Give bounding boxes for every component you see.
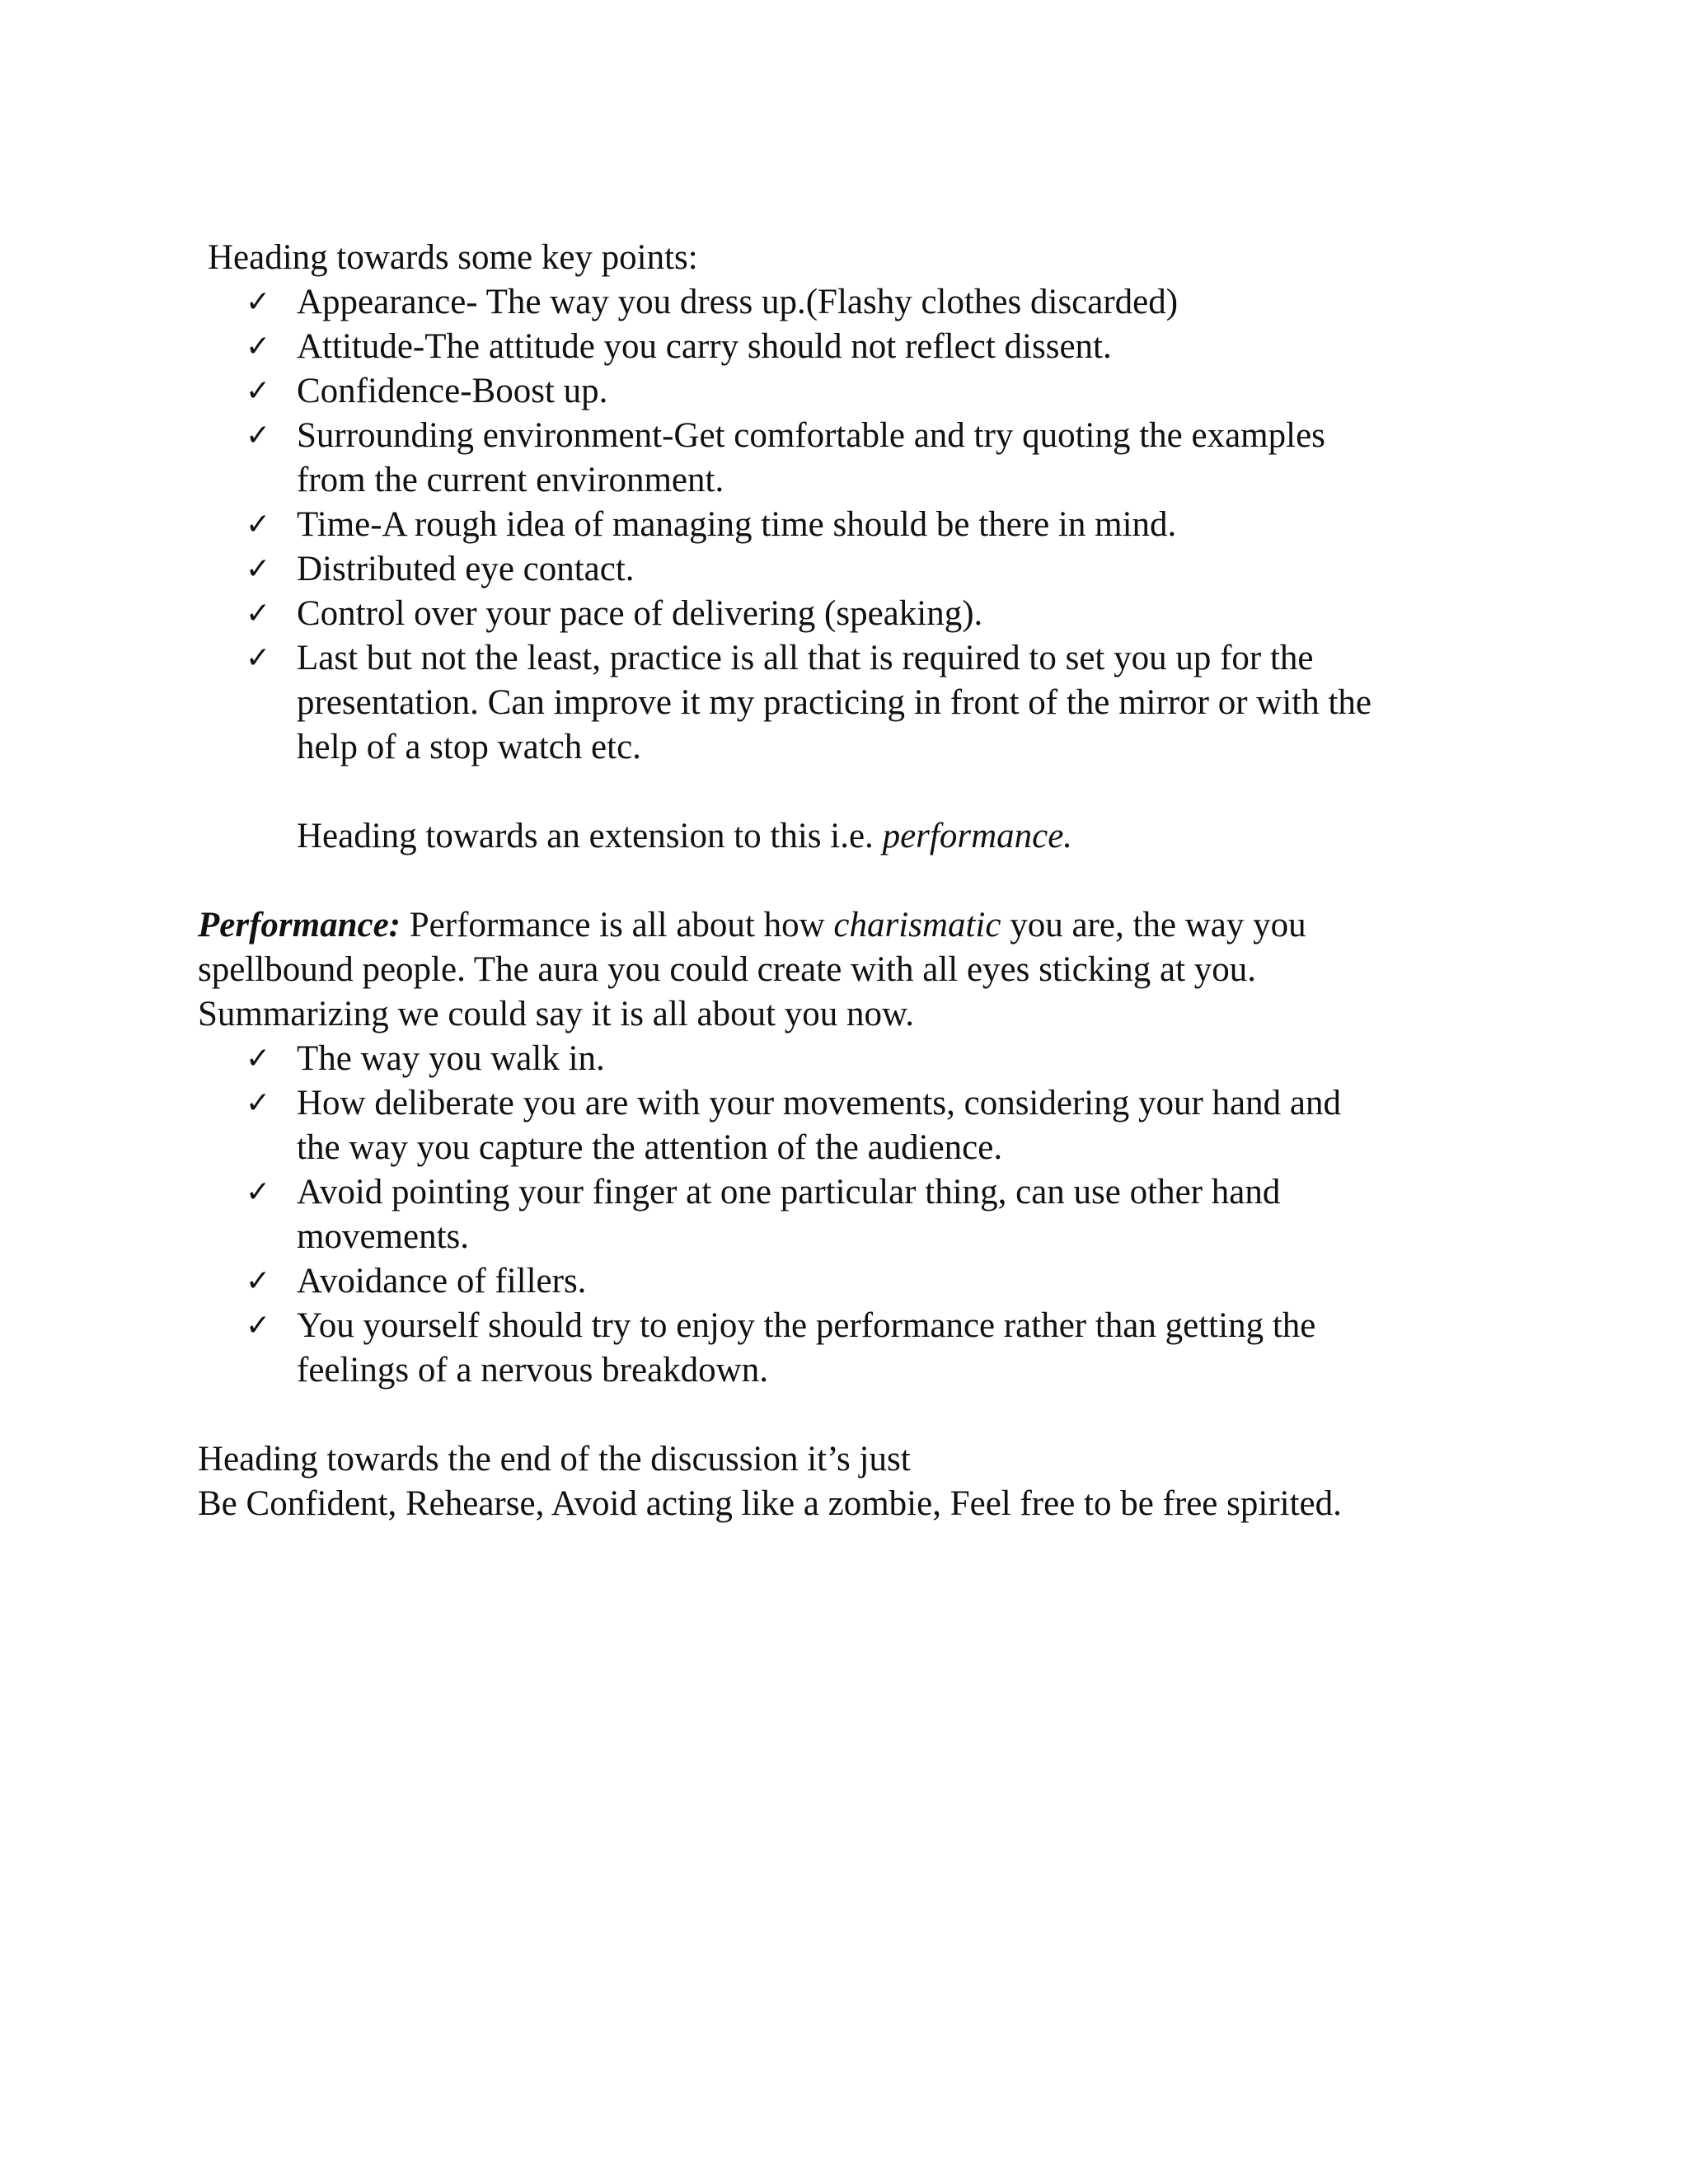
- check-mark-icon: ✓: [246, 508, 271, 541]
- list-item: [198, 503, 1484, 547]
- list-item: [198, 1170, 1484, 1259]
- performance-points-list: [198, 1037, 1484, 1393]
- list-item-text: movements.: [297, 1217, 469, 1256]
- list-item-text: Control over your pace of delivering (speaking).: [297, 594, 983, 633]
- performance-paragraph-line: spellbound people. The aura you could create with all eyes sticking at you.: [198, 950, 1257, 989]
- list-item: [198, 1081, 1484, 1170]
- list-item-text: Appearance- The way you dress up.(Flashy clothes discarded): [297, 283, 1179, 321]
- check-mark-icon: ✓: [246, 1175, 271, 1209]
- intro-text: Heading towards some key points:: [208, 238, 698, 277]
- list-item-text: Distributed eye contact.: [297, 550, 635, 588]
- list-item-text: How deliberate you are with your movements, considering your hand and: [297, 1084, 1341, 1122]
- check-mark-icon: ✓: [246, 1309, 271, 1343]
- check-mark-icon: ✓: [246, 1264, 271, 1298]
- performance-italic-word: charismatic: [833, 906, 1001, 944]
- list-item-text: the way you capture the attention of the audience.: [297, 1128, 1003, 1167]
- list-item-text: help of a stop watch etc.: [297, 728, 641, 766]
- list-item-text: feelings of a nervous breakdown.: [297, 1351, 768, 1390]
- spacer: [198, 859, 1484, 903]
- list-item-text: The way you walk in.: [297, 1039, 605, 1078]
- performance-paragraph-line: [198, 903, 1484, 948]
- list-item: [198, 369, 1484, 414]
- list-item-text: Confidence-Boost up.: [297, 372, 608, 410]
- list-item-text: Time-A rough idea of managing time should be there in mind.: [297, 505, 1177, 544]
- list-item: [198, 414, 1484, 503]
- performance-text: Performance is all about how: [401, 906, 834, 944]
- check-mark-icon: ✓: [246, 552, 271, 586]
- spacer: [198, 770, 1484, 814]
- list-item-text: You yourself should try to enjoy the performance rather than getting the: [297, 1306, 1316, 1345]
- list-item: [198, 1037, 1484, 1081]
- list-item-text: Avoid pointing your finger at one particular thing, can use other hand: [297, 1173, 1281, 1212]
- list-item-text: presentation. Can improve it my practicing in front of the mirror or with the: [297, 683, 1372, 722]
- extension-italic-word: performance.: [882, 817, 1073, 855]
- list-item-text: Last but not the least, practice is all that is required to set you up for the: [297, 639, 1314, 677]
- list-item: [198, 1259, 1484, 1304]
- check-mark-icon: ✓: [246, 330, 271, 363]
- extension-text: Heading towards an extension to this i.e.: [297, 817, 883, 855]
- list-item: [198, 592, 1484, 636]
- list-item: [198, 547, 1484, 592]
- document-body: [198, 236, 1484, 1526]
- list-item: [198, 280, 1484, 325]
- check-mark-icon: ✓: [246, 419, 271, 452]
- check-mark-icon: ✓: [246, 374, 271, 408]
- list-item: [198, 325, 1484, 369]
- list-item: [198, 1304, 1484, 1393]
- spacer: [198, 1393, 1484, 1437]
- closing-line: Be Confident, Rehearse, Avoid acting like a zombie, Feel free to be free spirited.: [198, 1484, 1342, 1523]
- check-mark-icon: ✓: [246, 1042, 271, 1076]
- extension-paragraph: [198, 814, 1484, 859]
- check-mark-icon: ✓: [246, 597, 271, 630]
- list-item-text: Avoidance of fillers.: [297, 1262, 587, 1301]
- key-points-list: [198, 280, 1484, 770]
- list-item-text: Surrounding environment-Get comfortable and try quoting the examples: [297, 416, 1325, 455]
- check-mark-icon: ✓: [246, 641, 271, 675]
- check-mark-icon: ✓: [246, 1086, 271, 1120]
- list-item-text: Attitude-The attitude you carry should not reflect dissent.: [297, 327, 1112, 366]
- performance-paragraph-line: Summarizing we could say it is all about you now.: [198, 995, 915, 1033]
- performance-label: Performance:: [198, 906, 401, 944]
- closing-line: Heading towards the end of the discussion it’s just: [198, 1440, 911, 1479]
- list-item-text: from the current environment.: [297, 461, 724, 499]
- list-item: [198, 636, 1484, 770]
- performance-text: you are, the way you: [1001, 906, 1306, 944]
- check-mark-icon: ✓: [246, 285, 271, 319]
